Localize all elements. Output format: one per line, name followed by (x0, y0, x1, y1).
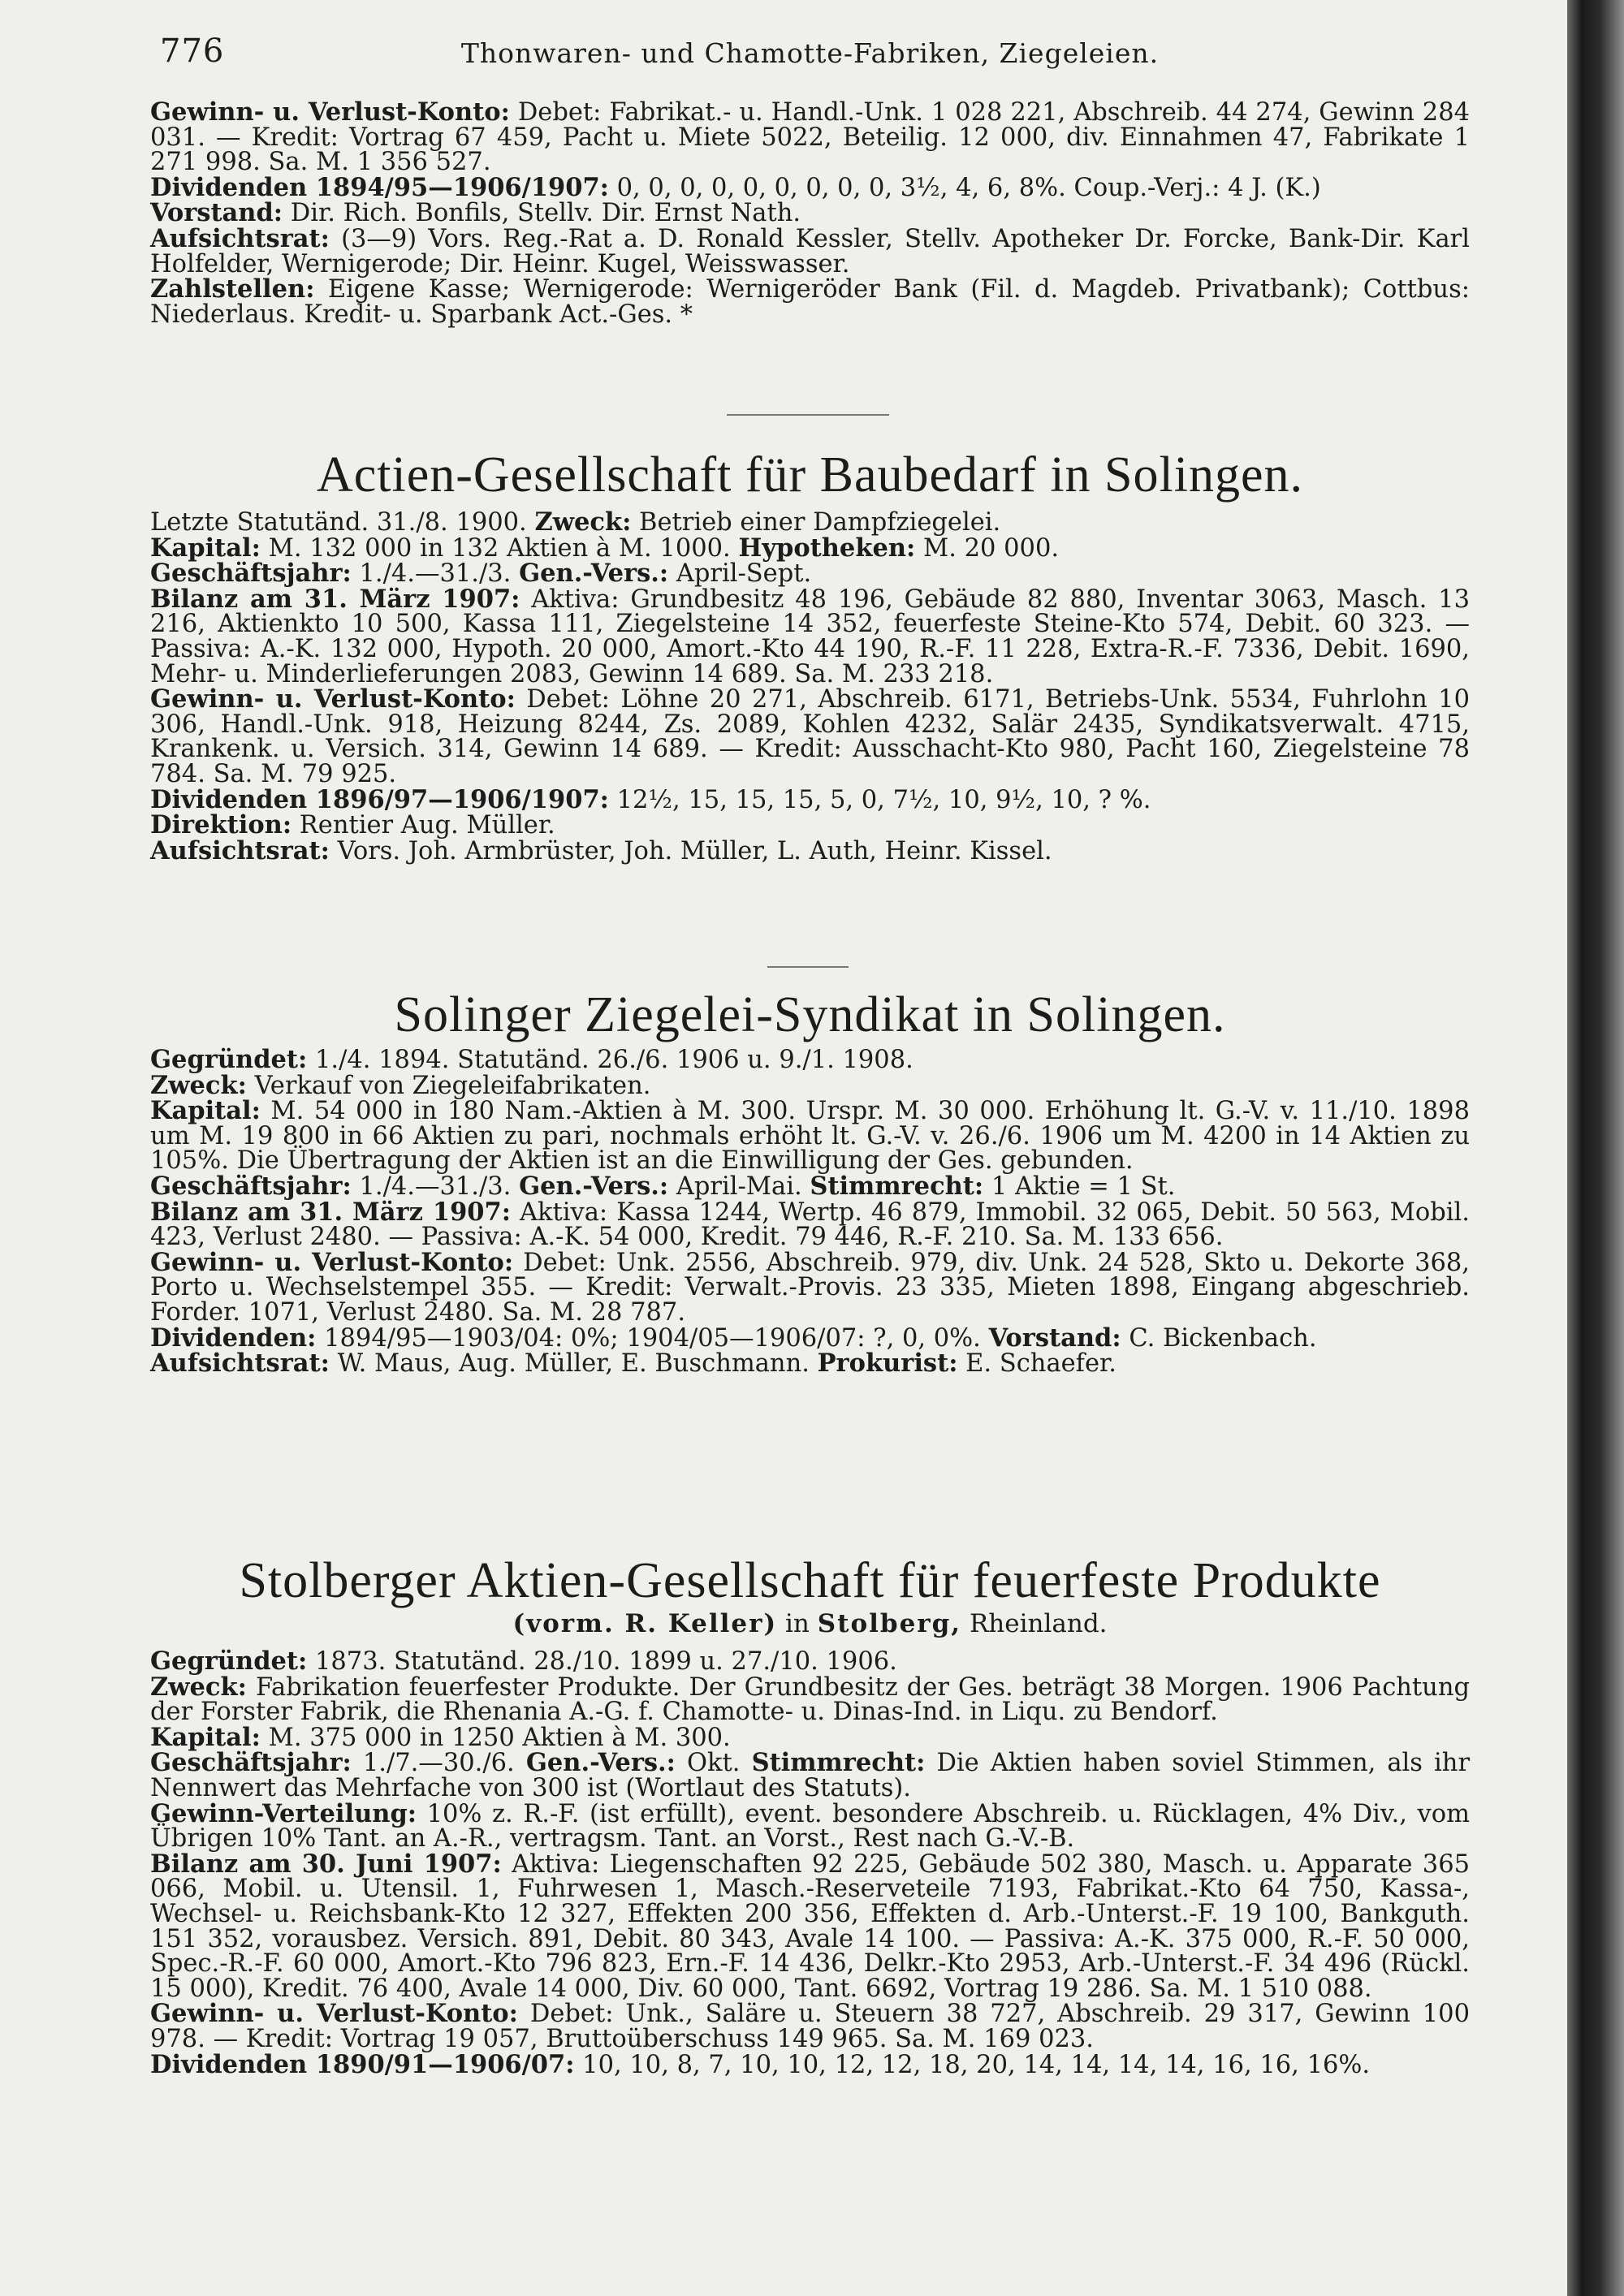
entry-bilanz: Bilanz am 31. März 1907: Aktiva: Kassa 1244, Wertp. 46 879, Immobil. 32 065, Debit. 50 563, Mobil. 423, Verlust 2480. — Passiva: A.-K. 54 000, Kredit. 79 446, R.-F. 210. Sa. M. 133 656. (150, 1197, 1470, 1252)
running-head (150, 32, 1470, 73)
entry-dividenden-vorstand: Dividenden: 1894/95—1903/04: 0%; 1904/05—1906/07: ?, 0, 0%. Vorstand: C. Bickenbach. (150, 1323, 1317, 1353)
section-title-syndikat: Solinger Ziegelei-Syndikat in Solingen. (394, 987, 1226, 1042)
section-title-stolberger: Stolberger Aktien-Gesellschaft für feuerfeste Produkte (239, 1553, 1381, 1608)
section-body-baubedarf (150, 507, 1470, 865)
section-divider (727, 414, 889, 416)
intro-aufsichtsrat: Aufsichtsrat: (3—9) Vors. Reg.-Rat a. D. Ronald Kessler, Stellv. Apotheker Dr. Forcke, Bank-Dir. Karl Holfelder, Wernigerode; Dir. Heinr. Kugel, Weisswasser. (150, 223, 1470, 278)
entry-gv-konto: Gewinn- u. Verlust-Konto: Debet: Unk., Saläre u. Steuern 38 727, Abschreib. 29 317, Gewinn 100 978. — Kredit: Vortrag 19 057, Bruttoüberschuss 149 965. Sa. M. 169 023. (150, 1999, 1470, 2053)
entry-statutaend-zweck: Letzte Statutänd. 31./8. 1900. Zweck: Betrieb einer Dampfziegelei. (150, 507, 1001, 537)
entry-kapital: Kapital: M. 54 000 in 180 Nam.-Aktien à M. 300. Urspr. M. 30 000. Erhöhung lt. G.-V. v. 11./10. 1898 um M. 19 800 in 66 Aktien zu pari, nochmals erhöht lt. G.-V. v. 26./6. 1906 um M. 4200 in 14 Aktien zu 105%. Die Übertragung der Aktien ist an die Einwilligung der Ges. gebunden. (150, 1096, 1470, 1176)
section-body-syndikat (150, 1047, 1470, 1377)
entry-dividenden: Dividenden 1890/91—1906/07: 10, 10, 8, 7, 10, 10, 12, 12, 18, 20, 14, 14, 14, 14, 16, 16, 16%. (150, 2049, 1371, 2079)
entry-gv-konto: Gewinn- u. Verlust-Konto: Debet: Unk. 2556, Abschreib. 979, div. Unk. 24 528, Skto u. Dekorte 368, Porto u. Wechselstempel 355. — Kredit: Verwalt.-Provis. 23 335, Mieten 1898, Eingang abgeschrieb. Forder. 1071, Verlust 2480. Sa. M. 28 787. (150, 1247, 1470, 1327)
section-divider (767, 966, 849, 968)
entry-gegruendet: Gegründet: 1873. Statutänd. 28./10. 1899 u. 27./10. 1906. (150, 1646, 897, 1676)
entry-direktion: Direktion: Rentier Aug. Müller. (150, 810, 555, 840)
entry-geschaeftsjahr: Geschäftsjahr: 1./4.—31./3. Gen.-Vers.: April-Sept. (150, 559, 812, 589)
intro-vorstand: Vorstand: Dir. Rich. Bonfils, Stellv. Dir. Ernst Nath. (150, 198, 801, 228)
section-body-stolberger (150, 1646, 1471, 2079)
entry-bilanz: Bilanz am 30. Juni 1907: Aktiva: Liegenschaften 92 225, Gebäude 502 380, Masch. u. Apparate 365 066, Mobil. u. Utensil. 1, Fuhrwesen 1, Masch.-Reserveteile 7193, Fabrikat.-Kto 64 750, Kassa-, Wechsel- u. Reichsbank-Kto 12 327, Effekten 200 356, Effekten d. Arb.-Unterst.-F. 19 100, Bankguth. 151 352, vorausbez. Versich. 891, Debit. 80 343, Avale 14 100. — Passiva: A.-K. 375 000, R.-F. 50 000, Spec.-R.-F. 60 000, Amort.-Kto 796 823, Ern.-F. 14 436, Delkr.-Kto 2953, Arb.-Unterst.-F. 34 496 (Rückl. 15 000), Kredit. 76 400, Avale 14 000, Div. 60 000, Tant. 6692, Vortrag 19 286. Sa. M. 1 510 088. (150, 1849, 1471, 2003)
entry-dividenden: Dividenden 1896/97—1906/1907: 12½, 15, 15, 15, 5, 0, 7½, 10, 9½, 10, ? %. (150, 784, 1151, 814)
entry-zweck: Zweck: Fabrikation feuerfester Produkte. Der Grundbesitz der Ges. beträgt 38 Morgen. 1906 Pachtung der Forster Fabrik, die Rhenania A.-G. f. Chamotte- u. Dinas-Ind. in Liqu. zu Bendorf. (150, 1672, 1470, 1727)
entry-gv-konto: Gewinn- u. Verlust-Konto: Debet: Löhne 20 271, Abschreib. 6171, Betriebs-Unk. 5534, Fuhrlohn 10 306, Handl.-Unk. 918, Heizung 8244, Zs. 2089, Kohlen 4232, Salär 2435, Syndikatsverwalt. 4715, Krankenk. u. Versich. 314, Gewinn 14 689. — Kredit: Ausschacht-Kto 980, Pacht 160, Ziegelsteine 78 784. Sa. M. 79 925. (150, 684, 1470, 788)
intro-dividenden: Dividenden 1894/95—1906/1907: 0, 0, 0, 0, 0, 0, 0, 0, 0, 3½, 4, 6, 8%. Coup.-Verj.: 4 J. (K.) (150, 172, 1321, 202)
entry-geschaeftsjahr: Geschäftsjahr: 1./4.—31./3. Gen.-Vers.: April-Mai. Stimmrecht: 1 Aktie = 1 St. (150, 1171, 1176, 1201)
intro-block (150, 97, 1471, 329)
running-title: Thonwaren- und Chamotte-Fabriken, Ziegeleien. (460, 37, 1160, 69)
intro-gv-konto: Gewinn- u. Verlust-Konto: Debet: Fabrikat.- u. Handl.-Unk. 1 028 221, Abschreib. 44 274, Gewinn 284 031. — Kredit: Vortrag 67 459, Pacht u. Miete 5022, Beteilig. 12 000, div. Einnahmen 47, Fabrikate 1 271 998. Sa. M. 1 356 527. (150, 97, 1471, 177)
entry-gegruendet: Gegründet: 1./4. 1894. Statutänd. 26./6. 1906 u. 9./1. 1908. (150, 1045, 914, 1074)
page-number: 776 (160, 32, 225, 70)
intro-zahlstellen: Zahlstellen: Eigene Kasse; Wernigerode: Wernigeröder Bank (Fil. d. Magdeb. Privatbank); Cottbus: Niederlaus. Kredit- u. Sparbank Act.-Ges. * (150, 274, 1470, 329)
entry-aufsichtsrat-prokurist: Aufsichtsrat: W. Maus, Aug. Müller, E. Buschmann. Prokurist: E. Schaefer. (150, 1349, 1116, 1379)
entry-kapital-hypotheken: Kapital: M. 132 000 in 132 Aktien à M. 1000. Hypotheken: M. 20 000. (150, 533, 1060, 563)
entry-gewinn-verteilung: Gewinn-Verteilung: 10% z. R.-F. (ist erfüllt), event. besondere Abschreib. u. Rücklagen, 4% Div., vom Übrigen 10% Tant. an A.-R., vertragsm. Tant. an Vorst., Rest nach G.-V.-B. (150, 1798, 1470, 1854)
section-title-baubedarf: Actien-Gesellschaft für Baubedarf in Solingen. (316, 447, 1303, 503)
entry-aufsichtsrat: Aufsichtsrat: Vors. Joh. Armbrüster, Joh. Müller, L. Auth, Heinr. Kissel. (150, 835, 1052, 865)
book-spine-shadow (1567, 0, 1624, 2296)
entry-zweck: Zweck: Verkauf von Ziegeleifabrikaten. (150, 1070, 651, 1100)
section-subtitle-stolberger: (vorm. R. Keller) in Stolberg, Rheinland. (512, 1609, 1108, 1638)
entry-geschaeftsjahr: Geschäftsjahr: 1./7.—30./6. Gen.-Vers.: Okt. Stimmrecht: Die Aktien haben soviel Stimmen, als ihr Nennwert das Mehrfache von 300 ist (Wortlaut des Statuts). (150, 1748, 1471, 1802)
entry-bilanz: Bilanz am 31. März 1907: Aktiva: Grundbesitz 48 196, Gebäude 82 880, Inventar 3063, Masch. 13 216, Aktienkto 10 500, Kassa 111, Ziegelsteine 14 352, feuerfeste Steine-Kto 574, Debit. 60 323. — Passiva: A.-K. 132 000, Hypoth. 20 000, Amort.-Kto 44 190, R.-F. 11 228, Extra-R.-F. 7336, Debit. 1690, Mehr- u. Minderlieferungen 2083, Gewinn 14 689. Sa. M. 233 218. (150, 584, 1470, 688)
entry-kapital: Kapital: M. 375 000 in 1250 Aktien à M. 300. (150, 1722, 731, 1752)
